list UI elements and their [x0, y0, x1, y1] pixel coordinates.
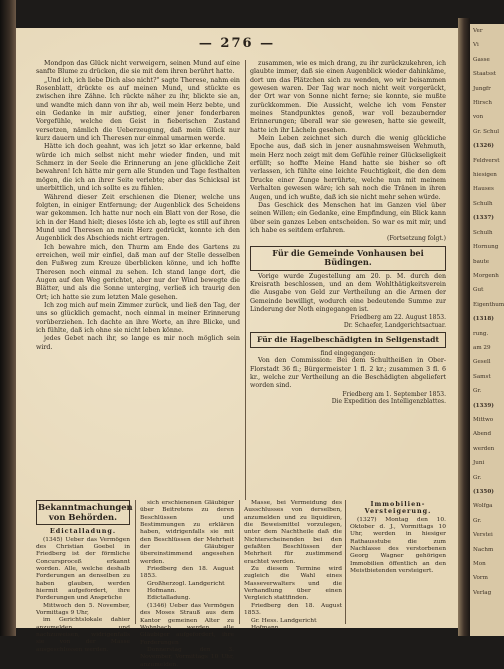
story-paragraph: jedes Gebet nach ihr, so lange es mir noch möglich sein wird.: [36, 335, 240, 351]
announcement-paragraph: Gr. Hess. Landgericht: [251, 617, 317, 624]
edict-heading-1: Edictalladung.: [49, 527, 117, 536]
adjacent-page-fragment: (1318): [473, 316, 494, 323]
story-paragraph: Mondpon das Glück nicht verweigern, seinen Mund auf eine sanfte Blume zu drücken, die sie mit dem ihren berührt hatte.: [36, 60, 240, 76]
authority-announcements-header: Bekanntmachungen von Behörden.: [36, 500, 130, 525]
story-paragraph: „Und ich, ich liebe Dich also nicht?" sagte Therese, nahm ein Rosenblatt, drückte es auf meinen Mund, und stückte es zwischen ihre Zähne. Ich rückte näher zu ihr, blickte sie an, und wandte mich dann von ihr ab, weil mein Herz bebte, und ein Gedanke in mir aufstieg, einer jener fonderbaren Vorgefühle, welche den Geist in fieberischen Zustand versetzen, nämlich die Ueberzeugung, daß mein Glück nur kurz dauern und ich Theresen nur einmal umarmen werde.: [36, 76, 240, 143]
announcement-paragraph: (1346) Ueber das Vermögen des Moses Strauß aus dem Kantor gemeinen Alter zu Wohnbach, werden alle Gläubiger aufgefordert, ihre Forderungen: [140, 602, 234, 646]
notice-hagel-signature: Die Expedition des Intelligenzblattes.: [331, 398, 446, 406]
adjacent-page-fragment: Juni: [473, 460, 485, 467]
announcement-paragraph: Zu diesem Termine wird zugleich die Wahl eines Masseverwalters und die Verhandlung über einen Vergleich stattfinden.: [244, 566, 342, 602]
adjacent-page-fragment: von: [473, 114, 484, 121]
adjacent-page-fragment: werden: [473, 445, 495, 452]
adjacent-page-fragment: Eigenthum: [473, 301, 504, 308]
adjacent-page-fragment: Vi: [473, 42, 479, 49]
announcement-paragraph: Hofmann.: [251, 624, 281, 631]
announcements-col-1: [36, 500, 133, 654]
adjacent-page-fragment: Gr.: [473, 388, 482, 395]
story-paragraph: Das Geschick des Menschen hat im Ganzen viel über seinen Willen; ein Gedanke, eine Empfindung, ein Blick kann über sein ganzes Leben entscheiden. So war es mit mir, und ich habe es seitdem erfahren.: [250, 201, 446, 234]
notice-hagel-title: Für die Hagelbeschädigten in Seligenstadt: [250, 332, 446, 348]
continuation-note: (Fortsetzung folgt.): [387, 235, 446, 243]
adjacent-page-fragment: baute: [473, 258, 490, 265]
adjacent-page-fragment: Morgenh: [473, 272, 499, 279]
adjacent-page-fragment: Nachm: [473, 546, 494, 553]
announcement-paragraph: (1345) Ueber das Vermögen des Christian Goebel in Friedberg ist der förmliche Concursproceß erkannt worden. Alle, welche deshalb Forderungen an denselben zu haben glauben, werden hiermit aufgefordert, ihre Forderungen und Ansprüche: [36, 536, 130, 602]
announcement-paragraph: Friedberg den 18. August 1853.: [140, 566, 234, 580]
story-continuation: [250, 60, 446, 235]
story-paragraph: Hätte ich doch geahnt, was ich jetzt so klar erkenne, bald würde ich mich selbst nicht mehr wieder finden, und mit Schmerz in der Seele die Erinnerung an jene glückliche Zeit bewahren! Ich hätte mir gern alle Stunden und Tage festhalten mögen, die ich an ihrer Seite verlebte; aber das Schicksal ist unerbittlich, und ich sollte es zu fühlen.: [36, 143, 240, 193]
adjacent-page-fragment: am 29: [473, 344, 491, 351]
adjacent-page-fragment: Gr.: [473, 517, 482, 524]
announcement-paragraph: Hofmann.: [147, 588, 177, 595]
announcement-paragraph: Edictalladung.: [147, 595, 191, 602]
adjacent-page-fragment: (1339): [473, 402, 494, 409]
adjacent-page-fragment: hiesigen: [473, 172, 497, 179]
announcements-col-2: [140, 500, 234, 669]
adjacent-page-fragment: Hirsch: [473, 100, 492, 107]
announcement-paragraph: Donnerstag den 3. November, Vormittags 10 Uhr, anzumelden.: [140, 646, 234, 668]
announcements-section: [36, 500, 446, 668]
column-divider: [135, 500, 136, 624]
announcement-paragraph: (1327) Montag den 10. Oktober d. J., Vormittags 10 Uhr, werden in hiesiger Rathausstube die zum Nachlasse des verstorbenen Georg Wagner gehörigen Immobilien öffentlich an den Meistbietenden versteigert.: [350, 516, 446, 575]
adjacent-page-fragment: Schulh: [473, 200, 493, 207]
adjacent-page-fragment: Wolfga: [473, 503, 493, 510]
adjacent-page-fragment: Gr.: [473, 474, 482, 481]
adjacent-page-fragment: Feldverst: [473, 157, 500, 164]
adjacent-page-fragment: Verstei: [473, 532, 493, 539]
notice-vonhausen-date: Friedberg am 22. August 1853.: [350, 314, 446, 322]
adjacent-page-fragment: (1337): [473, 215, 494, 222]
notice-hagel-subtitle: find eingegangen:: [320, 349, 376, 357]
adjacent-page-fragment: Verlag: [473, 589, 492, 596]
adjacent-page-fragment: Mon: [473, 561, 486, 568]
notice-vonhausen-text: Vorige wurde Zugestellung am 20. p. M. durch den Kreisrath beschlossen, und an dem Wohlthätigkeitsverein die Ausgabe von Geld zur Vertheilung an die Armen der Gemeinde bewilligt, wodurch eine bedeutende Summe zur Linderung der Noth eingegangen ist.: [250, 272, 446, 314]
adjacent-page-fragment: Gesell: [473, 359, 491, 366]
story-paragraph: zusammen, wie es mich drang, zu ihr zurückzukehren, ich glaubte immer, daß sie einen Augenblick wieder dahinkäme, dort um das Plätzchen sich zu wenden, wo wir beisammen gewesen waren. Der Tag war noch nicht weit vorgerückt, der Ort war von Sonne nicht ferne; sie konnte, sie mußte zurückkommen. Die Aussicht, welche ich vom Fenster meines Standpunktes genoß, war voll bezaubernder Erinnerungen; überall war sie gewesen, hatte sie geweilt, hatte ich ihr Lächeln gesehen.: [250, 60, 446, 134]
story-paragraph: Mein Leben zeichnet sich durch die wenig glückliche Epoche aus, daß sich in jener ausnahmsweisen Wehmuth, mein Herz noch zeigt mit dem Gefühle reiner Glückseligkeit erfüllt; so hoffte Meine Hand hatte sie bisher so oft verlassen, ich fühlte eine leichte Feuchtigkeit, die den dem Drucke einer Zunge herrührte, welche nun mit meinem Verhalten gewesen wäre; ich sah noch die Tränen in ihren Augen, und ich wußte, daß ich sie nicht mehr sehen würde.: [250, 135, 446, 201]
adjacent-page-fragment: (1326): [473, 143, 494, 150]
announcement-paragraph: Großherzogl. Landgericht: [147, 580, 225, 587]
adjacent-page-fragment: Gasse: [473, 56, 490, 63]
adjacent-page-fragment: Schulh: [473, 229, 493, 236]
announcement-paragraph: sich erschienenen Gläubiger über Beitretens zu deren Beschlüssen und Bestimmungen zu erklären haben, widrigenfalls sie mit den Beschlüssen der Mehrheit der Gläubiger übereinstimmend angesehen werden.: [140, 500, 234, 565]
announcements-col-3: [244, 500, 342, 632]
column-divider: [239, 500, 240, 624]
notice-vonhausen-title: Für die Gemeinde Vonhausen bei Büdingen.: [250, 246, 446, 271]
notice-hagel-date: Friedberg am 1. September 1853.: [342, 390, 446, 398]
adjacent-page-fragment: Samst: [473, 373, 491, 380]
adjacent-page-fragment: rung.: [473, 330, 489, 337]
adjacent-page-fragment: Gr. Schul: [473, 128, 500, 135]
column-divider: [245, 60, 246, 500]
announcement-paragraph: Mittwoch den 5. November, Vormittags 9 Uhr,: [36, 602, 130, 616]
adjacent-page-fragment: Staatsst: [473, 71, 496, 78]
story-paragraph: Ich bewahre mich, den Thurm am Ende des Gartens zu erreichen, weil mir einfiel, daß man auf der Stelle desselben den Fußweg zum Kreuze überblicken könne, und ich hoffte Theresen noch einmal zu sehen. Ich stand lange dort, die Augen auf den Weg gerichtet, aber nur der Wind bewegte die Blätter, und als die Sonne unterging, verließ ich traurig den Ort; ich hatte sie zum letzten Male gesehen.: [36, 243, 240, 301]
announcement-paragraph: Friedberg den 18. August 1853.: [244, 602, 342, 617]
auction-heading: Immobilien-Versteigerung.: [364, 500, 432, 516]
announcement-paragraph: Masse, bei Vermeidung des Ausschlusses von derselben, anzumelden und zu liquidiren, die Beweismittel vorzulegen, unter dem Nachtheile daß die Nichterscheinenden bei den gefaßten Beschlüssen der Mehrheit für zustimmend erachtet werden.: [244, 500, 342, 565]
adjacent-page-fragment: Hornung: [473, 244, 499, 251]
adjacent-page-fragment: Mittwo: [473, 416, 494, 423]
adjacent-page-fragment: Jungfr: [473, 85, 491, 92]
announcement-paragraph: im Gerichtslokale dahier anzumelden und nachzuweisen, widrigenfalls sie von der Masse ausgeschlossen werden.: [36, 617, 130, 653]
book-binding-left: [0, 0, 16, 636]
book-spine: [458, 18, 470, 636]
left-text-column: [36, 60, 240, 352]
adjacent-page-edge: [470, 24, 504, 636]
adjacent-page-fragment: Ver: [473, 28, 483, 34]
page-number-header: — 276 —: [198, 36, 276, 51]
notice-vonhausen-signature: Dr. Schaefer, Landgerichtsactuar.: [343, 321, 446, 329]
announcements-col-4: [350, 500, 446, 575]
adjacent-page-fragment: Hauses: [473, 186, 494, 193]
notice-hagel-text: Von den Commission: Bei dem Schultheißen in Ober-Florstadt 36 fl.; Bürgermeister 1 fl. 2 kr.; zusammen 3 fl. 6 kr., welche zur Vertheilung an die Beschädigten abgeliefert worden sind.: [250, 357, 446, 390]
adjacent-page-fragment: Vorm: [473, 575, 488, 582]
adjacent-page-fragment: (1350): [473, 489, 494, 495]
newspaper-page: [16, 28, 458, 668]
story-paragraph: Während dieser Zeit erschienen die Diener, welche uns folgten, in einiger Entfernung; der Augenblick des Scheidens war gekommen. Ich hatte nur noch ein Blatt von der Rose, die ich in der Hand hielt; dieses löste ich ab, legte es still auf ihren Mund und Theresen an mein Herz gedrückt, konnte ich den Augenblick des Abschieds nicht ertragen.: [36, 193, 240, 243]
adjacent-page-fragment: Gut: [473, 287, 484, 294]
right-text-column: [250, 60, 446, 406]
adjacent-page-fragment: Abend: [473, 431, 492, 438]
story-paragraph: Ich zog mich auf mein Zimmer zurück, und ließ den Tag, der uns so glücklich gemacht, noch einmal in meiner Erinnerung vorüberziehen. Ich dachte an ihre Worte, an ihre Blicke, und ich fühlte, daß ich ohne sie nicht leben könne.: [36, 301, 240, 334]
column-divider: [345, 500, 346, 624]
